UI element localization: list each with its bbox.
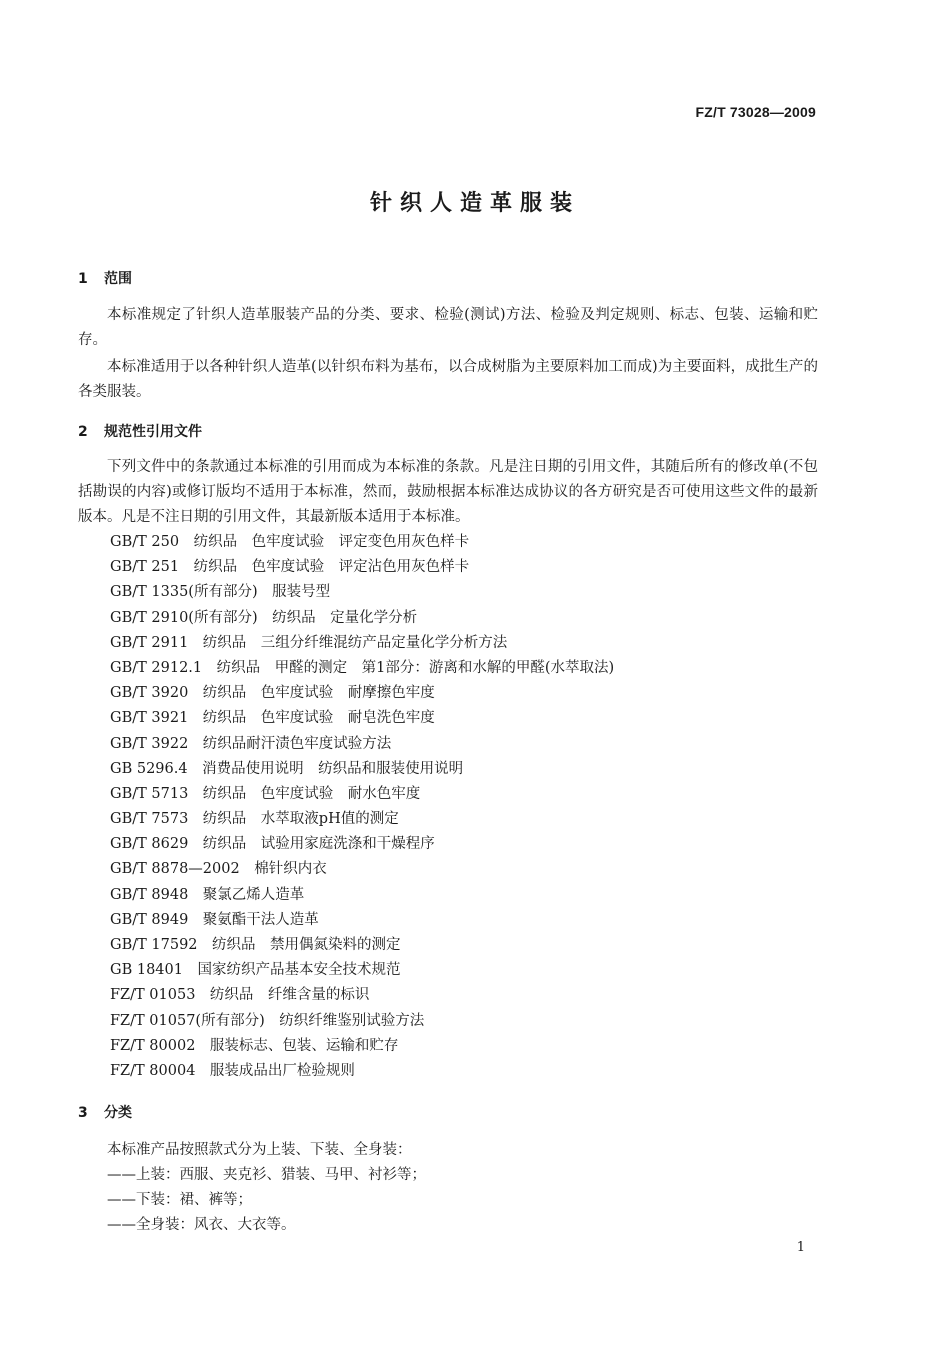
page-number: 1: [796, 1240, 805, 1255]
section-3-intro: 本标准产品按照款式分为上装、下装、全身装：: [107, 1142, 412, 1158]
section-3-heading: [78, 1102, 132, 1122]
section-number: 2: [78, 424, 88, 440]
section-1-paragraph: 本标准规定了针织人造革服装产品的分类、要求、检验(测试)方法、检验及判定规则、标志、包装、运输和贮存。: [78, 307, 818, 348]
classification-item: ——全身装：风衣、大衣等。: [107, 1217, 296, 1233]
reference-item: GB/T 8948 聚氯乙烯人造革: [110, 886, 305, 903]
section-2-heading: [78, 421, 202, 441]
reference-item: GB/T 5713 纺织品 色牢度试验 耐水色牢度: [110, 785, 421, 802]
reference-item: GB/T 8949 聚氨酯干法人造革: [110, 911, 319, 928]
reference-item: GB/T 3920 纺织品 色牢度试验 耐摩擦色牢度: [110, 685, 435, 702]
reference-item: GB/T 2910(所有部分) 纺织品 定量化学分析: [110, 609, 418, 626]
classification-item: ——上装：西服、夹克衫、猎装、马甲、衬衫等；: [107, 1167, 426, 1183]
reference-item: GB/T 7573 纺织品 水萃取液pH值的测定: [110, 811, 399, 828]
section-1-paragraph: 本标准适用于以各种针织人造革(以针织布料为基布，以合成树脂为主要原料加工而成)为主要面料，成批生产的各类服装。: [78, 359, 818, 400]
reference-item: GB/T 8878—2002 棉针织内衣: [110, 861, 327, 878]
reference-list: [110, 530, 614, 1084]
reference-item: GB/T 1335(所有部分) 服装号型: [110, 584, 331, 601]
reference-item: GB/T 2912.1 纺织品 甲醛的测定 第1部分：游离和水解的甲醛(水萃取法): [110, 659, 615, 676]
section-title: 范围: [104, 271, 132, 287]
reference-item: GB/T 3921 纺织品 色牢度试验 耐皂洗色牢度: [110, 710, 435, 727]
reference-item: GB/T 8629 纺织品 试验用家庭洗涤和干燥程序: [110, 836, 435, 853]
reference-item: GB/T 250 纺织品 色牢度试验 评定变色用灰色样卡: [110, 534, 470, 550]
reference-item: GB 18401 国家纺织产品基本安全技术规范: [110, 962, 401, 979]
section-1-heading: [78, 268, 132, 288]
section-2-intro: 下列文件中的条款通过本标准的引用而成为本标准的条款。凡是注日期的引用文件，其随后所有的修改单(不包括勘误的内容)或修订版均不适用于本标准，然而，鼓励根据本标准达成协议的各方研究是否可使用这些文件的最新版本。凡是不注日期的引用文件，其最新版本适用于本标准。: [78, 459, 818, 525]
standard-code: FZ/T 73028—2009: [695, 104, 816, 120]
section-number: 3: [78, 1105, 88, 1121]
reference-item: FZ/T 01057(所有部分) 纺织纤维鉴别试验方法: [110, 1012, 425, 1029]
reference-item: GB/T 3922 纺织品耐汗渍色牢度试验方法: [110, 735, 392, 752]
section-title: 规范性引用文件: [104, 424, 202, 440]
reference-item: GB 5296.4 消费品使用说明 纺织品和服装使用说明: [110, 760, 464, 777]
reference-item: GB/T 251 纺织品 色牢度试验 评定沾色用灰色样卡: [110, 559, 470, 576]
section-number: 1: [78, 271, 88, 287]
classification-item: ——下装：裙、裤等；: [107, 1192, 252, 1208]
reference-item: FZ/T 80002 服装标志、包装、运输和贮存: [110, 1037, 399, 1054]
reference-item: GB/T 2911 纺织品 三组分纤维混纺产品定量化学分析方法: [110, 634, 508, 651]
document-title: 针织人造革服装: [369, 191, 580, 216]
section-title: 分类: [104, 1105, 132, 1121]
reference-item: FZ/T 80004 服装成品出厂检验规则: [110, 1062, 355, 1079]
reference-item: FZ/T 01053 纺织品 纤维含量的标识: [110, 987, 370, 1004]
reference-item: GB/T 17592 纺织品 禁用偶氮染料的测定: [110, 937, 401, 953]
